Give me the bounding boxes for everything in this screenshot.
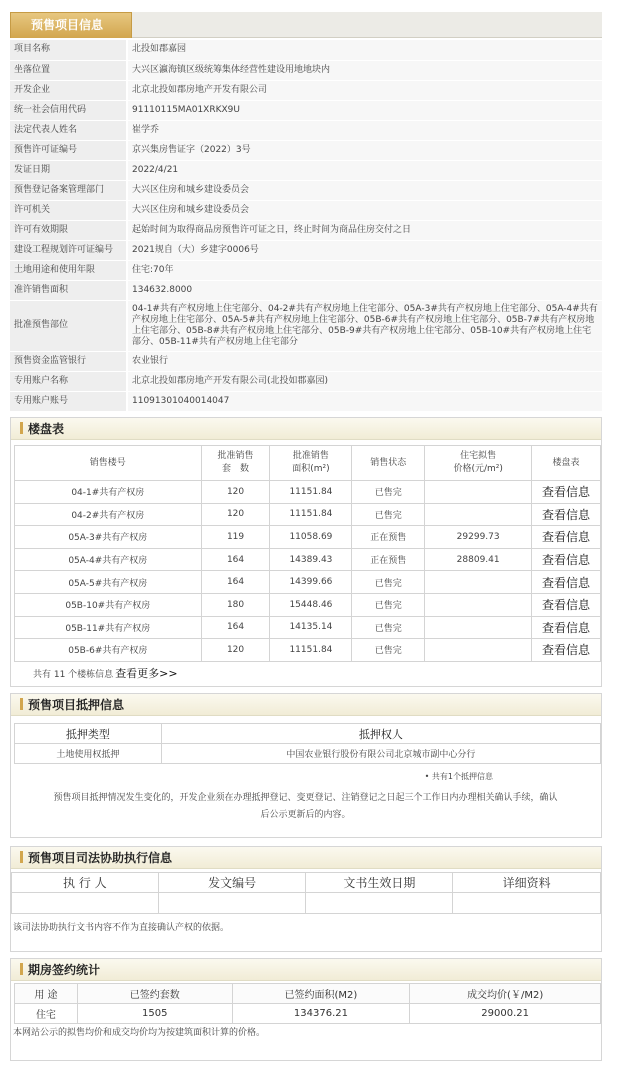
info-value: 崔学乔	[127, 120, 602, 140]
building-name: 05B-11#共有产权房	[15, 616, 202, 639]
building-units: 120	[201, 481, 270, 504]
info-row	[10, 80, 602, 100]
info-row	[10, 180, 602, 200]
mortgage-count: • 共有1个抵押信息	[424, 772, 493, 781]
buildings-table-header-row	[15, 446, 601, 481]
col-units-header: 批准销售 套 数	[201, 446, 270, 481]
contract-row	[15, 1004, 601, 1024]
info-label: 许可机关	[10, 200, 127, 220]
info-row	[10, 300, 602, 351]
section-marker-icon	[20, 963, 23, 975]
view-info-link[interactable]: 查看信息	[532, 503, 601, 526]
building-row	[15, 639, 601, 662]
building-row	[15, 481, 601, 504]
info-row	[10, 371, 602, 391]
building-price	[425, 503, 532, 526]
info-label: 许可有效期限	[10, 220, 127, 240]
building-area: 14135.14	[270, 616, 352, 639]
building-row	[15, 593, 601, 616]
info-value: 起始时间为取得商品房预售许可证之日，终止时间为商品住房交付之日	[127, 220, 602, 240]
info-value: 大兴区住房和城乡建设委员会	[127, 200, 602, 220]
info-label: 预售资金监管银行	[10, 351, 127, 371]
building-row	[15, 571, 601, 594]
judicial-section-header	[11, 847, 601, 869]
col-area-header: 批准销售 面积(m²)	[270, 446, 352, 481]
info-label: 统一社会信用代码	[10, 100, 127, 120]
building-status: 已售完	[352, 571, 425, 594]
building-status: 已售完	[352, 481, 425, 504]
mortgage-type-header: 抵押类型	[15, 724, 162, 744]
contract-table	[14, 983, 601, 1024]
mortgage-note	[13, 790, 598, 824]
info-value: 11091301040014047	[127, 391, 602, 411]
building-row	[15, 526, 601, 549]
judicial-empty-row	[12, 893, 601, 914]
info-value: 北投如郡嘉园	[127, 40, 602, 60]
judicial-note: 该司法协助执行文书内容不作为直接确认产权的依据。	[13, 923, 230, 933]
contract-units-header: 已签约套数	[77, 984, 232, 1004]
mortgage-section	[10, 693, 602, 838]
info-row	[10, 200, 602, 220]
project-info-tab[interactable]: 预售项目信息	[10, 12, 132, 38]
info-label: 法定代表人姓名	[10, 120, 127, 140]
info-value: 住宅:70年	[127, 260, 602, 280]
info-row	[10, 140, 602, 160]
view-info-link[interactable]: 查看信息	[532, 481, 601, 504]
info-label: 专用账户账号	[10, 391, 127, 411]
contract-units: 1505	[77, 1004, 232, 1024]
info-label: 准许销售面积	[10, 280, 127, 300]
mortgage-holder-header: 抵押权人	[161, 724, 600, 744]
info-row	[10, 40, 602, 60]
building-units: 164	[201, 548, 270, 571]
mortgage-row	[15, 744, 601, 764]
mortgage-note-line-1: 预售项目抵押情况发生变化的，开发企业须在办理抵押登记、变更登记、注销登记之日起三个工作日内办理相关确认手续，确认	[53, 793, 558, 803]
mortgage-table	[14, 723, 601, 764]
judicial-empty-cell	[158, 893, 306, 914]
info-row	[10, 220, 602, 240]
view-info-link[interactable]: 查看信息	[532, 526, 601, 549]
info-row	[10, 60, 602, 80]
building-units: 180	[201, 593, 270, 616]
info-value: 04-1#共有产权房地上住宅部分、04-2#共有产权房地上住宅部分、05A-3#共有产权房地上住宅部分、05A-4#共有产权房地上住宅部分、05A-5#共有产权房地上住宅部分、05B-6#共有产权房地上住宅部分、05B-7#共有产权房地上住宅部分、05B-8#共有产权房地上住宅部分、05B-9#共有产权房地上住宅部分、05B-10#共有产权房地上住宅部分、05B-11#共有产权房地上住宅部分	[127, 300, 602, 351]
building-name: 05B-6#共有产权房	[15, 639, 202, 662]
buildings-table	[14, 445, 601, 662]
view-info-link[interactable]: 查看信息	[532, 616, 601, 639]
judicial-table	[11, 872, 601, 914]
view-info-link[interactable]: 查看信息	[532, 639, 601, 662]
building-price	[425, 639, 532, 662]
info-value: 北京北投如郡房地产开发有限公司(北投如郡嘉园)	[127, 371, 602, 391]
info-row	[10, 391, 602, 411]
col-price-header: 住宅拟售 价格(元/m²)	[425, 446, 532, 481]
building-area: 11151.84	[270, 481, 352, 504]
mortgage-section-title: 预售项目抵押信息	[28, 698, 125, 712]
info-label: 预售登记备案管理部门	[10, 180, 127, 200]
contract-area: 134376.21	[232, 1004, 410, 1024]
building-units: 119	[201, 526, 270, 549]
project-info-table	[10, 40, 602, 412]
info-value: 大兴区瀛海镇区级统筹集体经营性建设用地地块内	[127, 60, 602, 80]
contract-note: 本网站公示的拟售均价和成交均价均为按建筑面积计算的价格。	[13, 1028, 266, 1038]
building-name: 04-1#共有产权房	[15, 481, 202, 504]
info-row	[10, 160, 602, 180]
info-label: 发证日期	[10, 160, 127, 180]
project-info-panel	[10, 12, 602, 412]
judicial-details-header: 详细资料	[453, 873, 601, 893]
view-more-link[interactable]: 查看更多>>	[115, 667, 178, 680]
info-label: 坐落位置	[10, 60, 127, 80]
building-units: 120	[201, 639, 270, 662]
building-area: 14399.66	[270, 571, 352, 594]
contract-section	[10, 958, 602, 1061]
view-info-link[interactable]: 查看信息	[532, 593, 601, 616]
info-row	[10, 280, 602, 300]
building-area: 15448.46	[270, 593, 352, 616]
info-value: 91110115MA01XRKX9U	[127, 100, 602, 120]
building-area: 11151.84	[270, 639, 352, 662]
info-value: 2021规自（大）乡建字0006号	[127, 240, 602, 260]
info-value: 2022/4/21	[127, 160, 602, 180]
section-marker-icon	[20, 698, 23, 710]
building-status: 已售完	[352, 593, 425, 616]
buildings-count: 共有 11 个楼栋信息	[33, 670, 114, 680]
info-label: 项目名称	[10, 40, 127, 60]
info-label: 批准预售部位	[10, 300, 127, 351]
info-value: 京兴集房售证字（2022）3号	[127, 140, 602, 160]
building-area: 11151.84	[270, 503, 352, 526]
building-row	[15, 548, 601, 571]
contract-area-header: 已签约面积(M2)	[232, 984, 410, 1004]
building-name: 04-2#共有产权房	[15, 503, 202, 526]
info-value: 大兴区住房和城乡建设委员会	[127, 180, 602, 200]
judicial-empty-cell	[306, 893, 453, 914]
building-price: 28809.41	[425, 548, 532, 571]
buildings-summary	[33, 665, 178, 681]
contract-section-title: 期房签约统计	[28, 963, 101, 977]
judicial-executor-header: 执 行 人	[12, 873, 159, 893]
contract-price: 29000.21	[410, 1004, 601, 1024]
mortgage-holder: 中国农业银行股份有限公司北京城市副中心分行	[161, 744, 600, 764]
building-price	[425, 616, 532, 639]
info-label: 专用账户名称	[10, 371, 127, 391]
mortgage-note-line-2: 后公示更新后的内容。	[260, 810, 351, 820]
building-status: 已售完	[352, 616, 425, 639]
building-area: 14389.43	[270, 548, 352, 571]
building-status: 已售完	[352, 639, 425, 662]
judicial-empty-cell	[12, 893, 159, 914]
info-value: 农业银行	[127, 351, 602, 371]
section-marker-icon	[20, 851, 23, 863]
building-price	[425, 593, 532, 616]
mortgage-type: 土地使用权抵押	[15, 744, 162, 764]
info-label: 建设工程规划许可证编号	[10, 240, 127, 260]
building-units: 164	[201, 616, 270, 639]
mortgage-section-header	[11, 694, 601, 716]
building-price	[425, 571, 532, 594]
info-row	[10, 260, 602, 280]
judicial-header-row	[12, 873, 601, 893]
building-units: 120	[201, 503, 270, 526]
contract-usage: 住宅	[15, 1004, 78, 1024]
info-label: 土地用途和使用年限	[10, 260, 127, 280]
contract-header-row	[15, 984, 601, 1004]
building-name: 05A-4#共有产权房	[15, 548, 202, 571]
col-action-header: 楼盘表	[532, 446, 601, 481]
building-name: 05B-10#共有产权房	[15, 593, 202, 616]
info-value: 134632.8000	[127, 280, 602, 300]
info-row	[10, 240, 602, 260]
contract-price-header: 成交均价(￥/M2)	[410, 984, 601, 1004]
building-row	[15, 616, 601, 639]
judicial-docno-header: 发文编号	[158, 873, 306, 893]
contract-section-header	[11, 959, 601, 981]
building-price: 29299.73	[425, 526, 532, 549]
building-name: 05A-5#共有产权房	[15, 571, 202, 594]
judicial-date-header: 文书生效日期	[306, 873, 453, 893]
buildings-section-title: 楼盘表	[28, 422, 65, 436]
buildings-section-header	[11, 418, 601, 440]
building-price	[425, 481, 532, 504]
building-name: 05A-3#共有产权房	[15, 526, 202, 549]
info-label: 预售许可证编号	[10, 140, 127, 160]
contract-usage-header: 用 途	[15, 984, 78, 1004]
judicial-section	[10, 846, 602, 952]
judicial-section-title: 预售项目司法协助执行信息	[28, 851, 173, 865]
building-status: 正在预售	[352, 548, 425, 571]
mortgage-header-row	[15, 724, 601, 744]
info-label: 开发企业	[10, 80, 127, 100]
col-building-header: 销售楼号	[15, 446, 202, 481]
buildings-section	[10, 417, 602, 687]
building-status: 已售完	[352, 503, 425, 526]
info-row	[10, 100, 602, 120]
col-status-header: 销售状态	[352, 446, 425, 481]
project-info-tab-bar	[10, 12, 602, 38]
building-units: 164	[201, 571, 270, 594]
section-marker-icon	[20, 422, 23, 434]
building-area: 11058.69	[270, 526, 352, 549]
judicial-empty-cell	[453, 893, 601, 914]
view-info-link[interactable]: 查看信息	[532, 571, 601, 594]
info-value: 北京北投如郡房地产开发有限公司	[127, 80, 602, 100]
building-status: 正在预售	[352, 526, 425, 549]
info-row	[10, 120, 602, 140]
building-row	[15, 503, 601, 526]
view-info-link[interactable]: 查看信息	[532, 548, 601, 571]
info-row	[10, 351, 602, 371]
